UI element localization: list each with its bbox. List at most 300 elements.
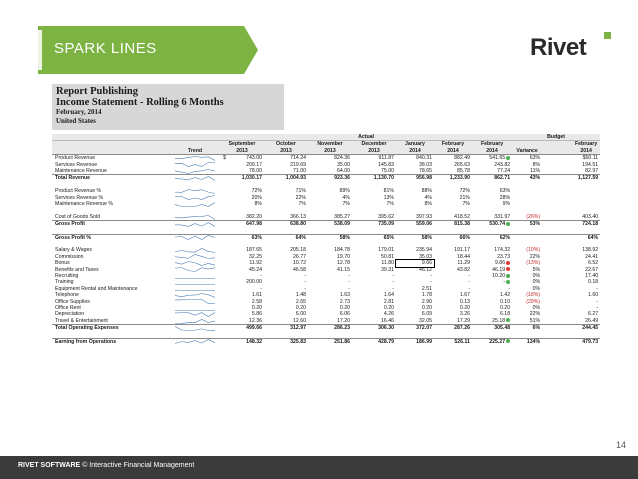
value-cell: 2.90 xyxy=(421,298,432,305)
row-label: Gross Profit xyxy=(52,221,170,228)
value-cell: 17.29 xyxy=(457,317,470,324)
report-period: February, 2014 xyxy=(56,108,102,116)
value-cell: 4% xyxy=(342,194,350,201)
currency-cell xyxy=(264,318,272,325)
sparkline xyxy=(175,202,215,207)
green-status-icon xyxy=(506,318,510,322)
value-cell: 46.58 xyxy=(293,266,306,273)
value-cell: 12.60 xyxy=(293,317,306,324)
variance-cell: (29%) xyxy=(526,298,541,305)
value-cell: 0.10 xyxy=(499,298,511,305)
green-status-icon xyxy=(506,339,510,343)
currency-cell xyxy=(352,155,360,162)
header-budget-month: February xyxy=(572,141,600,148)
value-cell: 265.63 xyxy=(454,161,470,168)
value-text: 10.20 xyxy=(492,272,506,279)
sparkline-path xyxy=(175,196,215,200)
header-month: December xyxy=(352,141,396,148)
sparkline xyxy=(175,267,215,272)
value-cell: 366.13 xyxy=(290,213,306,220)
value-cell: 191.17 xyxy=(454,247,470,254)
currency-cell xyxy=(352,234,360,241)
footer-tagline: © Interactive Financial Management xyxy=(82,462,195,469)
header-month: January xyxy=(396,141,434,148)
red-status-icon xyxy=(506,267,510,271)
currency-cell xyxy=(308,214,316,221)
budget-cell: - xyxy=(596,285,599,292)
sparkline xyxy=(175,162,215,167)
value-cell: - xyxy=(304,272,306,279)
value-cell: 219.69 xyxy=(290,161,306,168)
sparkline xyxy=(175,293,215,298)
value-cell: - xyxy=(468,285,470,292)
budget-cell: 6.27 xyxy=(588,311,599,318)
value-cell: 0.20 xyxy=(459,305,470,311)
value-cell: 6.18 xyxy=(499,311,511,318)
value-cell: 205.18 xyxy=(290,247,306,254)
value-cell: 2.73 xyxy=(339,298,350,305)
sparkline xyxy=(175,299,215,304)
report-subtitle: Income Statement - Rolling 6 Months xyxy=(56,97,224,108)
value-cell: 58% xyxy=(396,234,434,241)
row-label: Services Revenue xyxy=(55,161,98,168)
value-text: 530.74 xyxy=(489,221,506,228)
sparkline-path xyxy=(175,169,215,173)
value-cell: 63% xyxy=(499,188,511,195)
value-cell: - xyxy=(304,279,306,286)
value-cell: 63% xyxy=(228,234,264,241)
table-row xyxy=(52,325,600,332)
value-cell: 209.17 xyxy=(246,161,262,168)
row-label: Cost of Goods Sold xyxy=(55,213,100,220)
sparkline-path xyxy=(175,268,215,272)
value-cell: - xyxy=(430,279,432,286)
value-cell: 26.77 xyxy=(293,253,306,260)
budget-cell: 1,127.59 xyxy=(572,175,600,182)
header-year: 2014 xyxy=(434,148,472,155)
header-variance: Variance xyxy=(512,148,542,155)
sparkline xyxy=(175,274,215,279)
currency-cell xyxy=(308,221,316,228)
currency-cell xyxy=(308,338,316,345)
trend-cell xyxy=(170,175,220,182)
row-label: Commission xyxy=(55,253,84,260)
trend-cell xyxy=(170,234,220,241)
value-cell: 66% xyxy=(434,234,472,241)
value-cell: 251.86 xyxy=(316,338,352,345)
variance-cell: 43% xyxy=(512,175,542,182)
value-cell: 2.81 xyxy=(383,298,394,305)
value-cell: 1.67 xyxy=(459,292,470,299)
value-cell: 7% xyxy=(342,201,350,208)
currency-cell xyxy=(264,338,272,345)
value-cell: 638.80 xyxy=(272,221,308,228)
currency-cell xyxy=(264,155,272,162)
sparkline-path xyxy=(175,163,215,167)
sparkline-path xyxy=(175,261,215,265)
value-cell: 923.36 xyxy=(316,175,352,182)
report-header xyxy=(52,84,284,130)
value-cell xyxy=(472,155,512,162)
budget-cell: 194.51 xyxy=(582,161,599,168)
value-cell: 372.07 xyxy=(396,325,434,332)
variance-cell: 5% xyxy=(532,266,541,273)
value-cell: - xyxy=(430,272,432,279)
sparkline xyxy=(175,312,215,317)
header-month: February xyxy=(472,141,512,148)
budget-cell: 0.18 xyxy=(588,279,599,286)
value-cell: - xyxy=(468,279,470,286)
budget-cell: - xyxy=(596,298,599,305)
value-cell: - xyxy=(348,279,350,286)
sparkline xyxy=(175,156,215,161)
value-cell: 1.78 xyxy=(421,292,432,299)
variance-cell xyxy=(512,234,542,241)
value-cell: 71% xyxy=(295,188,306,195)
row-label: Maintenance Revenue xyxy=(55,168,107,175)
header-year-row xyxy=(52,148,600,155)
value-cell: 7% xyxy=(386,201,394,208)
value-text: 46.19 xyxy=(492,266,506,273)
value-cell: 35.03 xyxy=(419,253,432,260)
currency-cell xyxy=(220,318,228,325)
value-cell: 46.12 xyxy=(419,266,432,273)
currency-cell xyxy=(308,175,316,182)
value-cell: 11.29 xyxy=(457,260,470,267)
sparkline xyxy=(175,235,215,240)
value-cell: 18.44 xyxy=(457,253,470,260)
variance-cell: 63% xyxy=(529,155,541,162)
header-year: 2013 xyxy=(352,148,396,155)
value-cell: - xyxy=(348,272,350,279)
value-cell: 2.65 xyxy=(295,298,306,305)
trend-cell xyxy=(170,325,220,332)
value-cell: - xyxy=(392,272,394,279)
budget-cell: - xyxy=(596,305,599,311)
value-cell: 58% xyxy=(316,234,352,241)
value-text: - xyxy=(503,279,506,286)
value-cell: 840.31 xyxy=(416,155,432,162)
value-cell: 78.65 xyxy=(419,168,432,175)
value-cell: - xyxy=(304,285,306,292)
value-cell: 23.73 xyxy=(497,253,511,260)
sparkline xyxy=(175,195,215,200)
value-cell: 28% xyxy=(499,194,511,201)
value-cell: 1.64 xyxy=(383,292,394,299)
value-cell: 882.49 xyxy=(454,155,470,162)
value-cell: 89% xyxy=(339,188,350,195)
value-cell: 395.62 xyxy=(378,213,394,220)
currency-cell xyxy=(220,234,228,241)
value-cell: 148.32 xyxy=(228,338,264,345)
value-cell: 17.20 xyxy=(337,317,350,324)
value-cell: 78.00 xyxy=(249,168,262,175)
value-cell: 72% xyxy=(251,188,262,195)
value-cell: 35.00 xyxy=(337,161,350,168)
trend-cell xyxy=(170,273,220,279)
value-cell: 499.66 xyxy=(228,325,264,332)
sparkline xyxy=(175,326,215,331)
value-cell: 39.31 xyxy=(381,266,394,273)
row-label: Telephone xyxy=(55,292,79,299)
budget-cell: 22.67 xyxy=(585,266,599,273)
income-statement-table xyxy=(52,134,600,345)
budget-cell: 82.97 xyxy=(585,168,599,175)
value-cell xyxy=(472,221,512,228)
sparkline xyxy=(175,280,215,285)
value-cell: 13% xyxy=(383,194,394,201)
gap-cell xyxy=(542,168,572,175)
table-row xyxy=(52,234,600,241)
value-cell: 32.25 xyxy=(249,253,262,260)
header-trend: Trend xyxy=(170,148,220,155)
value-cell: - xyxy=(392,285,394,292)
value-cell: 1.42 xyxy=(499,292,511,299)
trend-cell xyxy=(170,286,220,292)
row-label: Benefits and Taxes xyxy=(55,266,99,273)
currency-cell xyxy=(352,175,360,182)
sparkline xyxy=(175,319,215,324)
value-cell: 538.09 xyxy=(316,221,352,228)
value-cell xyxy=(472,338,512,345)
row-label: Earning from Operations xyxy=(52,338,170,345)
row-label: Gross Profit % xyxy=(52,234,170,241)
value-text: 9.86 xyxy=(494,260,506,267)
value-cell: 81% xyxy=(383,188,394,195)
currency-cell xyxy=(352,318,360,325)
value-cell: 306.30 xyxy=(360,325,396,332)
value-cell: 647.98 xyxy=(228,221,264,228)
value-cell: 6.00 xyxy=(295,311,306,318)
currency-cell xyxy=(308,168,316,175)
value-cell: 64% xyxy=(272,234,308,241)
value-cell: 179.01 xyxy=(378,247,394,254)
currency-cell xyxy=(308,155,316,162)
header-blank xyxy=(52,141,170,148)
value-cell: 85.78 xyxy=(457,168,470,175)
currency-cell xyxy=(264,325,272,332)
currency-cell xyxy=(264,234,272,241)
row-label: Office Rent xyxy=(55,305,81,311)
value-cell: 331.97 xyxy=(494,213,511,220)
sparkline xyxy=(175,248,215,253)
variance-cell: 22% xyxy=(529,311,541,318)
variance-cell: 8% xyxy=(532,161,541,168)
sparkline-path xyxy=(175,326,215,330)
value-cell: 4.26 xyxy=(383,311,394,318)
green-status-icon xyxy=(506,222,510,226)
value-cell: 735.09 xyxy=(360,221,396,228)
value-text: 25.18 xyxy=(492,317,506,324)
variance-cell: 11% xyxy=(530,168,541,175)
value-cell: 45.24 xyxy=(249,266,262,273)
value-cell: 8% xyxy=(424,201,432,208)
footer-bar xyxy=(0,456,638,479)
value-cell: 71.00 xyxy=(293,168,306,175)
row-label: Travel & Entertainment xyxy=(55,317,108,324)
header-year: 2013 xyxy=(220,148,264,155)
sparkline xyxy=(175,169,215,174)
currency-cell xyxy=(220,214,228,221)
header-month: September xyxy=(220,141,264,148)
budget-cell: 64% xyxy=(572,234,600,241)
green-status-icon xyxy=(506,274,510,278)
currency-cell xyxy=(264,175,272,182)
row-label: Services Revenue % xyxy=(55,194,104,201)
value-cell: 12.78 xyxy=(337,260,350,267)
sparkline xyxy=(175,254,215,259)
sparkline-path xyxy=(175,300,215,304)
gap-cell xyxy=(542,234,572,241)
variance-cell: 53% xyxy=(512,221,542,228)
value-cell: 385.27 xyxy=(334,213,350,220)
sparkline-path xyxy=(175,215,215,219)
value-cell: 305.48 xyxy=(472,325,512,332)
gap-cell xyxy=(542,221,572,228)
budget-cell: $50.11 xyxy=(582,155,599,162)
value-cell: 9% xyxy=(502,201,511,208)
red-status-icon xyxy=(506,261,510,265)
value-cell: 862.71 xyxy=(472,175,512,182)
value-cell: 559.06 xyxy=(396,221,434,228)
value-cell: 418.52 xyxy=(454,213,470,220)
trend-cell xyxy=(170,338,220,345)
row-label: Product Revenue xyxy=(55,155,96,162)
value-cell: 50.81 xyxy=(381,253,394,260)
report-image xyxy=(52,84,600,440)
budget-cell: 479.73 xyxy=(572,338,600,345)
page-number: 14 xyxy=(616,440,627,450)
value-cell: 526.11 xyxy=(434,338,472,345)
variance-cell: 0% xyxy=(532,305,541,311)
currency-cell xyxy=(220,221,228,228)
sparkline-path xyxy=(175,236,215,240)
currency-cell xyxy=(308,318,316,325)
value-cell: - xyxy=(260,272,262,279)
table-row xyxy=(52,318,600,325)
gap-cell xyxy=(542,214,572,221)
value-cell: 1,004.93 xyxy=(272,175,308,182)
value-cell: 287.26 xyxy=(434,325,472,332)
value-cell: 3.26 xyxy=(459,311,470,318)
trend-cell xyxy=(170,279,220,285)
header-year: 2013 xyxy=(308,148,352,155)
sparkline xyxy=(175,339,215,344)
value-cell: 2.58 xyxy=(251,298,262,305)
currency-cell xyxy=(352,214,360,221)
variance-cell: (26%) xyxy=(526,213,541,220)
row-label: Training xyxy=(55,279,74,286)
sparkline xyxy=(175,176,215,181)
value-cell: 186.99 xyxy=(396,338,434,345)
value-cell: 286.23 xyxy=(316,325,352,332)
budget-cell: 24.41 xyxy=(585,253,599,260)
value-cell: - xyxy=(392,279,394,286)
value-cell: 88% xyxy=(421,188,432,195)
report-title: Report Publishing xyxy=(56,86,138,97)
report-region: United States xyxy=(56,117,96,125)
value-cell: 5.86 xyxy=(251,311,262,318)
value-cell: 1,030.17 xyxy=(228,175,264,182)
value-cell: - xyxy=(260,285,262,292)
variance-cell: (13%) xyxy=(526,260,541,267)
table-row xyxy=(52,168,600,175)
sparkline-path xyxy=(175,189,215,193)
currency-cell xyxy=(264,221,272,228)
sparkline-path xyxy=(175,293,215,297)
value-cell: - xyxy=(348,285,350,292)
currency-cell xyxy=(308,325,316,332)
value-cell: 16.46 xyxy=(381,317,394,324)
row-label: Bonus xyxy=(55,260,70,267)
green-status-icon xyxy=(506,156,510,160)
sparkline-path xyxy=(175,202,215,206)
sparkline xyxy=(175,215,215,220)
sparkline-path xyxy=(175,255,215,259)
sparkline xyxy=(175,189,215,194)
trend-cell xyxy=(170,155,220,162)
budget-cell: 403.40 xyxy=(582,213,599,220)
sparkline-path xyxy=(175,340,215,344)
table-row xyxy=(52,214,600,221)
value-cell: 9.66 xyxy=(396,260,434,266)
value-cell: 174.32 xyxy=(494,247,511,254)
row-label: Office Supplies xyxy=(55,298,90,305)
value-cell: 325.83 xyxy=(272,338,308,345)
row-label: Total Revenue xyxy=(52,175,170,182)
value-cell: 0.20 xyxy=(339,305,350,311)
header-month-row xyxy=(52,141,600,148)
header-year: 2014 xyxy=(472,148,512,155)
variance-cell: (10%) xyxy=(526,247,541,254)
variance-cell: (18%) xyxy=(526,292,541,299)
header-month: November xyxy=(308,141,352,148)
value-text: 225.27 xyxy=(489,338,506,345)
header-month: October xyxy=(264,141,308,148)
currency-cell xyxy=(220,175,228,182)
value-cell: 12.36 xyxy=(249,317,262,324)
row-label: Salary & Wages xyxy=(55,247,92,254)
variance-cell: 0% xyxy=(532,279,541,286)
row-label: Recruiting xyxy=(55,272,79,279)
value-cell: 243.82 xyxy=(494,161,511,168)
currency-cell xyxy=(352,325,360,332)
value-cell: 72% xyxy=(459,188,470,195)
value-cell: 1.61 xyxy=(251,292,262,299)
value-cell: 714.24 xyxy=(290,155,306,162)
value-cell: 200.00 xyxy=(246,279,262,286)
currency-cell xyxy=(220,338,228,345)
trend-cell xyxy=(170,214,220,221)
row-label: Equipment Rental and Maintenance xyxy=(55,285,138,292)
header-budget: Budget xyxy=(512,134,600,141)
value-cell: 32.05 xyxy=(419,317,432,324)
variance-cell: 0% xyxy=(532,272,541,279)
budget-cell: 138.92 xyxy=(582,247,599,254)
budget-cell: 6.52 xyxy=(588,260,599,267)
value-cell: 743.00 xyxy=(246,155,262,162)
header-blank xyxy=(52,148,170,155)
value-cell: 20% xyxy=(251,194,262,201)
row-label: Depreciation xyxy=(55,311,85,318)
header-month: February xyxy=(434,141,472,148)
gap-cell xyxy=(542,155,572,162)
variance-cell: 22% xyxy=(529,253,541,260)
budget-cell: 17.40 xyxy=(585,272,599,279)
gap-cell xyxy=(542,175,572,182)
value-cell: 312.97 xyxy=(272,325,308,332)
header-blank xyxy=(170,134,220,141)
